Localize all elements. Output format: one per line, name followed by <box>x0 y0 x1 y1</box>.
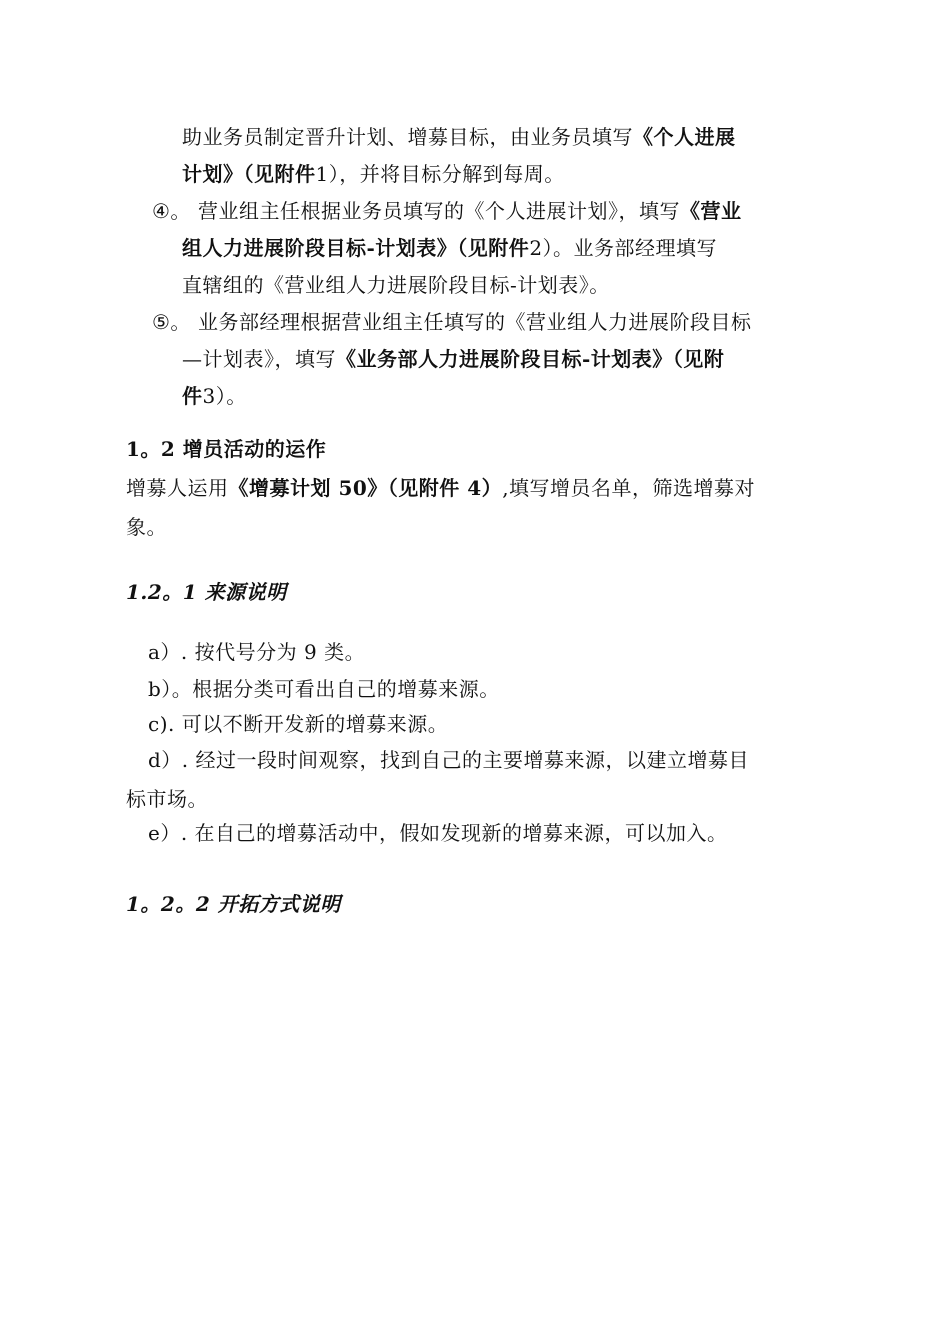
list-item-e: e）. 在自己的增募活动中，假如发现新的增募来源，可以加入。 <box>148 821 728 845</box>
item5-line-3: 件3）。 <box>182 384 247 408</box>
item5-line-2: —计划表》，填写《业务部人力进展阶段目标-计划表》（见附 <box>182 347 725 371</box>
list-item-c: c). 可以不断开发新的增募来源。 <box>148 712 449 736</box>
section-1-2-2-heading: 1。2。2 开拓方式说明 <box>126 892 341 916</box>
item5-marker: ⑤。 <box>152 310 191 334</box>
item4-line-2: 组人力进展阶段目标-计划表》（见附件2）。业务部经理填写 <box>182 236 718 260</box>
item3-line-1: 助业务员制定晋升计划、增募目标，由业务员填写《个人进展 <box>182 125 736 149</box>
list-item-b: b）。根据分类可看出自己的增募来源。 <box>148 677 500 701</box>
item4-line-3: 直辖组的《营业组人力进展阶段目标-计划表》。 <box>182 273 610 297</box>
item4-line-1: ④。 营业组主任根据业务员填写的《个人进展计划》，填写《营业 <box>152 199 742 223</box>
item4-marker: ④。 <box>152 199 191 223</box>
list-item-a: a）. 按代号分为 9 类。 <box>148 640 366 664</box>
bold-doc-title: 《个人进展 <box>633 125 736 149</box>
section-1-2-line-1: 增募人运用《增募计划 50》（见附件 4）,填写增员名单，筛选增募对 <box>126 476 756 500</box>
section-1-2-line-2: 象。 <box>126 515 167 539</box>
section-1-2-heading: 1。2 增员活动的运作 <box>126 437 327 461</box>
section-1-2-1-heading: 1.2。1 来源说明 <box>126 580 287 604</box>
list-item-d-continued: 标市场。 <box>126 787 208 811</box>
item5-line-1: ⑤。 业务部经理根据营业组主任填写的《营业组人力进展阶段目标 <box>152 310 752 334</box>
item3-line-2: 计划》（见附件1），并将目标分解到每周。 <box>182 162 565 186</box>
list-item-d: d）. 经过一段时间观察，找到自己的主要增募来源，以建立增募目 <box>148 748 750 772</box>
